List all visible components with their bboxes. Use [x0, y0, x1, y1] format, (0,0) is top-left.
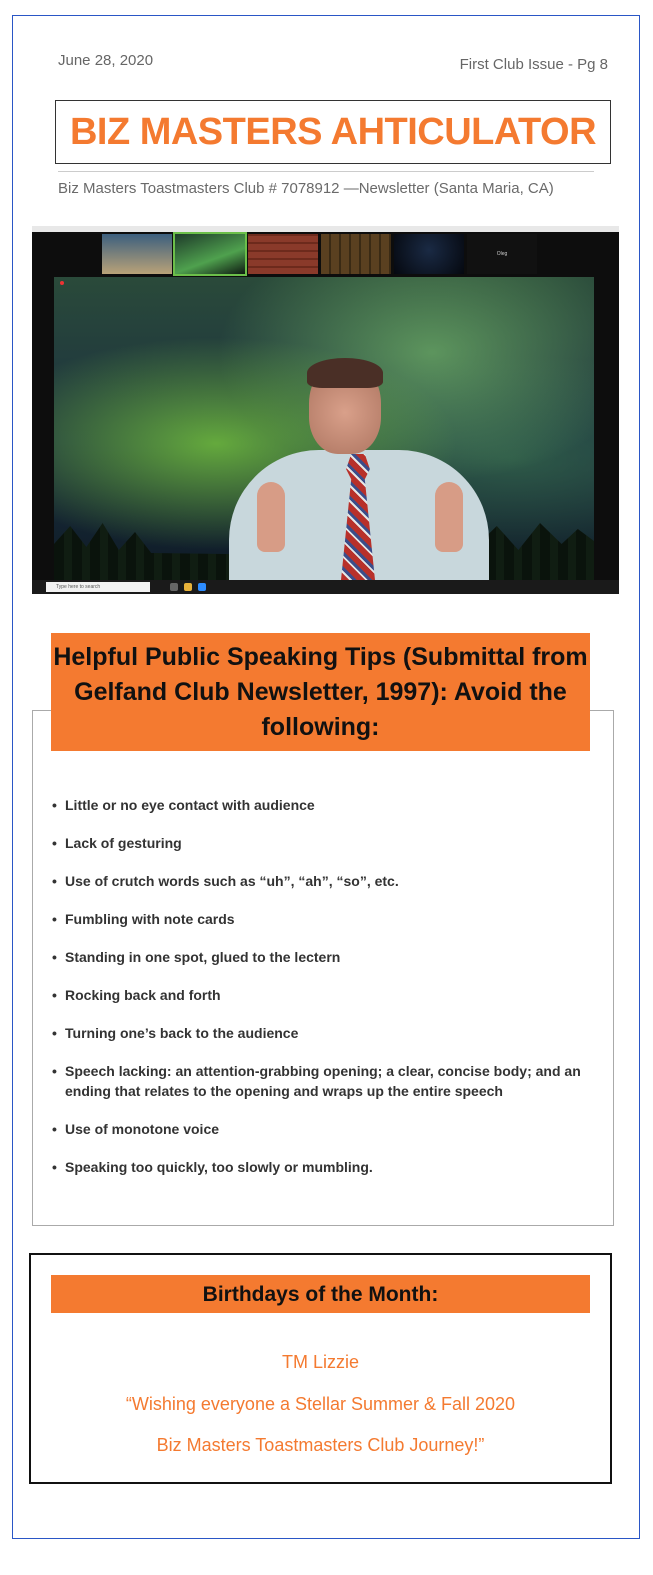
participant-thumbnail [102, 234, 172, 274]
recording-indicator [60, 281, 66, 287]
tip-text: Standing in one spot, glued to the lectern [65, 949, 341, 965]
bullet-icon: • [52, 987, 57, 1003]
masthead-divider [58, 171, 594, 172]
list-item [50, 985, 596, 1005]
masthead [55, 100, 611, 164]
list-item [50, 833, 596, 853]
speaker-figure [229, 362, 489, 580]
tips-list [50, 795, 596, 1195]
tip-text: Lack of gesturing [65, 835, 182, 851]
masthead-title: BIZ MASTERS AHTICULATOR [69, 110, 597, 153]
speaker-right-hand [435, 482, 463, 552]
tip-text: Rocking back and forth [65, 987, 221, 1003]
list-item [50, 1023, 596, 1043]
zoom-icon [198, 583, 206, 591]
list-item [50, 795, 596, 815]
windows-taskbar [32, 580, 619, 594]
issue-page-number: First Club Issue - Pg 8 [459, 56, 608, 73]
birthdays-heading: Birthdays of the Month: [51, 1275, 590, 1313]
bullet-icon: • [52, 1121, 57, 1137]
taskbar-search: Type here to search [46, 582, 150, 592]
participant-thumbnail [394, 234, 464, 274]
bullet-icon: • [52, 949, 57, 965]
bullet-icon: • [52, 1159, 57, 1175]
list-item [50, 947, 596, 967]
birthday-wish-line-1: “Wishing everyone a Stellar Summer & Fall 2020 [125, 1394, 516, 1414]
list-item [50, 909, 596, 929]
list-item [50, 1061, 596, 1101]
task-view-icon [170, 583, 178, 591]
tip-text: Turning one’s back to the audience [65, 1025, 299, 1041]
participant-thumbnail [248, 234, 318, 274]
participant-name: Oleg [496, 251, 508, 257]
bullet-icon: • [52, 835, 57, 851]
tip-text: Speaking too quickly, too slowly or mumbling. [65, 1159, 373, 1175]
tip-text: Speech lacking: an attention-grabbing opening; a clear, concise body; and an ending that relates to the opening and wraps up the entire speech [65, 1063, 581, 1099]
tips-heading: Helpful Public Speaking Tips (Submittal from Gelfand Club Newsletter, 1997): Avoid the following: [51, 633, 590, 751]
window-titlebar [32, 226, 619, 232]
bullet-icon: • [52, 797, 57, 813]
newsletter-subline: Biz Masters Toastmasters Club # 7078912 —Newsletter (Santa Maria, CA) [58, 180, 554, 197]
tip-text: Use of monotone voice [65, 1121, 220, 1137]
speaker-video [54, 277, 594, 580]
speaker-left-hand [257, 482, 285, 552]
issue-date: June 28, 2020 [58, 52, 154, 69]
participant-thumbnails [102, 234, 537, 274]
zoom-meeting-screenshot [32, 226, 619, 594]
tip-text: Little or no eye contact with audience [65, 797, 315, 813]
birthday-wish-line-2: Biz Masters Toastmasters Club Journey!” [156, 1435, 485, 1455]
bullet-icon: • [52, 911, 57, 927]
bullet-icon: • [52, 873, 57, 889]
list-item [50, 1119, 596, 1139]
tip-text: Fumbling with note cards [65, 911, 235, 927]
list-item [50, 1157, 596, 1177]
tip-text: Use of crutch words such as “uh”, “ah”, “so”, etc. [65, 873, 399, 889]
speaker-hair [307, 358, 383, 388]
participant-thumbnail-name-only [467, 234, 537, 274]
birthday-name: TM Lizzie [281, 1352, 359, 1372]
chrome-icon [184, 583, 192, 591]
bullet-icon: • [52, 1063, 57, 1079]
list-item [50, 871, 596, 891]
participant-thumbnail-active [175, 234, 245, 274]
participant-thumbnail [321, 234, 391, 274]
bullet-icon: • [52, 1025, 57, 1041]
